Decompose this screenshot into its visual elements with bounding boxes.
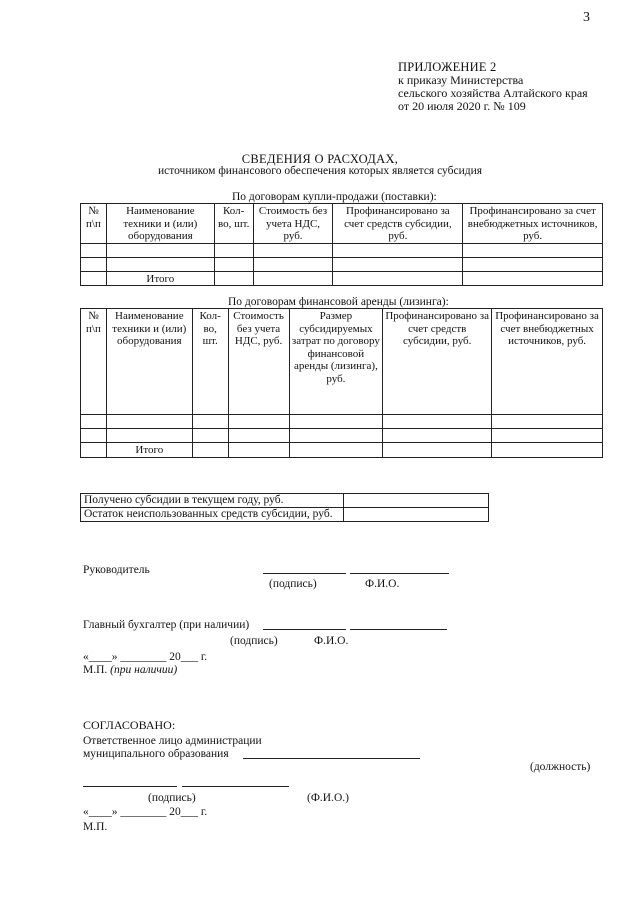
head-label: Руководитель [83, 564, 150, 576]
table-cell[interactable] [81, 243, 107, 257]
position-line[interactable] [243, 758, 420, 759]
purchase-table-caption: По договорам купли-продажи (поставки): [232, 191, 437, 203]
table-cell[interactable] [289, 443, 383, 458]
document-subtitle: источником финансового обеспечения которых является субсидия [157, 165, 483, 177]
total-label: Итого [106, 443, 192, 458]
header-cell: № п\п [81, 309, 107, 415]
table-cell[interactable] [253, 257, 333, 271]
table-row [81, 257, 603, 271]
table-cell[interactable] [333, 243, 463, 257]
header-cell: Кол-во, шт. [214, 204, 253, 244]
accountant-signature-line[interactable] [263, 629, 346, 630]
table-total-row [81, 443, 603, 458]
table-header-row [81, 309, 603, 415]
table-cell[interactable] [383, 429, 492, 443]
subsidy-summary-table [80, 493, 489, 522]
table-cell [81, 271, 107, 286]
table-cell[interactable] [106, 243, 214, 257]
table-cell[interactable] [81, 415, 107, 429]
summary-value-cell[interactable] [344, 494, 489, 508]
agreed-label: СОГЛАСОВАНО: [83, 718, 176, 732]
table-cell[interactable] [214, 271, 253, 286]
head-name-caption: Ф.И.О. [365, 578, 400, 590]
summary-row-received [81, 494, 489, 508]
accountant-name-caption: Ф.И.О. [314, 635, 349, 647]
header-cell: № п\п [81, 204, 107, 244]
document-title: СВЕДЕНИЯ О РАСХОДАХ, [241, 152, 399, 166]
table-cell [81, 443, 107, 458]
head-name-line[interactable] [350, 573, 449, 574]
table-cell[interactable] [333, 257, 463, 271]
summary-label: Получено субсидии в текущем году, руб. [81, 494, 344, 508]
table-cell[interactable] [383, 415, 492, 429]
summary-label: Остаток неиспользованных средств субсидии, руб. [81, 508, 344, 522]
header-cell: Профинансировано за счет внебюджетных источников, руб. [463, 204, 603, 244]
table-header-row [81, 204, 603, 244]
table-cell[interactable] [81, 257, 107, 271]
table-row [81, 415, 603, 429]
official-name-caption: (Ф.И.О.) [307, 792, 349, 804]
leasing-contracts-table [80, 308, 603, 458]
total-label: Итого [106, 271, 214, 286]
official-line-1: Ответственное лицо администрации [83, 735, 262, 747]
table-cell[interactable] [214, 257, 253, 271]
table-cell[interactable] [106, 257, 214, 271]
summary-value-cell[interactable] [344, 508, 489, 522]
accountant-label: Главный бухгалтер (при наличии) [83, 619, 250, 631]
summary-row-remaining [81, 508, 489, 522]
stamp-label: М.П. [83, 664, 108, 676]
table-cell[interactable] [106, 429, 192, 443]
stamp-block [83, 664, 177, 676]
header-cell: Профинансировано за счет средств субсидии, руб. [333, 204, 463, 244]
table-cell[interactable] [81, 429, 107, 443]
table-cell[interactable] [192, 443, 228, 458]
official-signature-line[interactable] [83, 786, 177, 787]
table-total-row [81, 271, 603, 286]
accountant-signature-caption: (подпись) [230, 635, 278, 647]
header-cell: Кол-во, шт. [192, 309, 228, 415]
table-cell[interactable] [289, 429, 383, 443]
appendix-block [398, 61, 588, 113]
leasing-table-caption: По договорам финансовой аренды (лизинга): [228, 296, 449, 308]
table-cell[interactable] [228, 443, 289, 458]
header-cell: Размер субсидируемых затрат по договору финансовой аренды (лизинга), руб. [289, 309, 383, 415]
table-cell[interactable] [492, 429, 603, 443]
position-caption: (должность) [530, 761, 591, 773]
head-signature-caption: (подпись) [269, 578, 317, 590]
official-date-line[interactable]: «____» ________ 20___ г. [83, 806, 208, 818]
table-row [81, 243, 603, 257]
appendix-line-order: к приказу Министерства [398, 73, 524, 87]
table-cell[interactable] [289, 415, 383, 429]
table-cell[interactable] [253, 243, 333, 257]
appendix-line-ministry: сельского хозяйства Алтайского края [398, 86, 588, 100]
head-signature-line[interactable] [263, 573, 346, 574]
table-cell[interactable] [106, 415, 192, 429]
table-cell[interactable] [192, 429, 228, 443]
official-line-2: муниципального образования [83, 748, 229, 760]
table-cell[interactable] [192, 415, 228, 429]
purchase-contracts-table [80, 203, 603, 286]
table-row [81, 429, 603, 443]
appendix-title: ПРИЛОЖЕНИЕ 2 [398, 60, 497, 74]
accountant-date-line[interactable]: «____» ________ 20___ г. [83, 651, 208, 663]
header-cell: Профинансировано за счет внебюджетных источников, руб. [492, 309, 603, 415]
stamp-note: (при наличии) [110, 664, 178, 676]
table-cell[interactable] [383, 443, 492, 458]
table-cell[interactable] [492, 415, 603, 429]
accountant-name-line[interactable] [350, 629, 447, 630]
official-signature-caption: (подпись) [148, 792, 196, 804]
page-number: 3 [583, 10, 590, 25]
appendix-line-date: от 20 июля 2020 г. № 109 [398, 99, 526, 113]
table-cell[interactable] [228, 429, 289, 443]
header-cell: Профинансировано за счет средств субсидии, руб. [383, 309, 492, 415]
header-cell: Наименование техники и (или) оборудования [106, 309, 192, 415]
table-cell[interactable] [333, 271, 463, 286]
table-cell[interactable] [463, 243, 603, 257]
header-cell: Стоимость без учета НДС, руб. [228, 309, 289, 415]
table-cell[interactable] [463, 271, 603, 286]
table-cell[interactable] [214, 243, 253, 257]
header-cell: Наименование техники и (или) оборудования [106, 204, 214, 244]
official-name-line[interactable] [182, 786, 289, 787]
table-cell[interactable] [253, 271, 333, 286]
header-cell: Стоимость без учета НДС, руб. [253, 204, 333, 244]
official-stamp-label: М.П. [83, 821, 108, 833]
table-cell[interactable] [492, 443, 603, 458]
table-cell[interactable] [228, 415, 289, 429]
table-cell[interactable] [463, 257, 603, 271]
